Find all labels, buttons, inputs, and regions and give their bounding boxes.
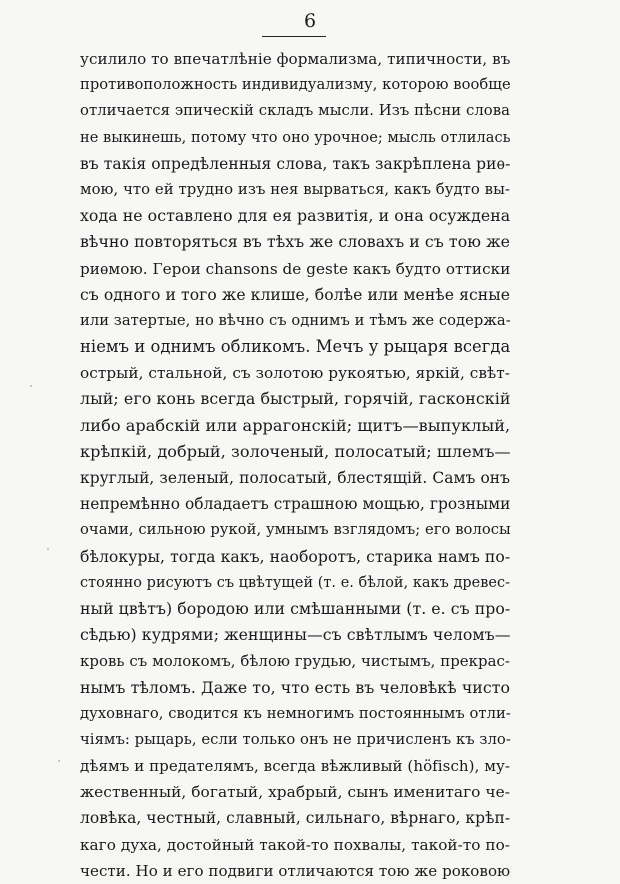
text-line: въ такія опредѣленныя слова, такъ закрѣплена риѳ-	[80, 154, 511, 173]
paper-speck	[47, 548, 49, 550]
text-line: усилило то впечатлѣніе формализма, типичности, въ	[80, 50, 511, 68]
text-line: стоянно рисуютъ съ цвѣтущей (т. е. бѣлой, какъ древес-	[80, 574, 510, 591]
text-line: кровь съ молокомъ, бѣлою грудью, чистымъ, прекрас-	[80, 652, 510, 671]
header-rule	[262, 36, 326, 37]
page-number: 6	[303, 10, 317, 32]
text-line: лый; его конь всегда быстрый, горячій, гасконскій	[80, 389, 511, 409]
text-line: круглый, зеленый, полосатый, блестящій. Самъ онъ	[80, 469, 510, 487]
text-line: каго духа, достойный такой-то похвалы, такой-то по-	[80, 835, 510, 854]
text-line: съ одного и того же клише, болѣе или менѣе ясные	[80, 285, 510, 304]
text-line: ніемъ и однимъ обликомъ. Мечъ у рыцаря всегда	[80, 337, 511, 357]
paper-speck	[58, 760, 60, 762]
text-line: дѣямъ и предателямъ, всегда вѣжливый (höfisch), му-	[80, 757, 511, 776]
body-text	[80, 46, 510, 884]
text-line: острый, стальной, съ золотою рукоятью, яркій, свѣт-	[80, 364, 510, 383]
text-line: духовнаго, сводится къ немногимъ постояннымъ отли-	[80, 704, 511, 722]
text-line: непремѣнно обладаетъ страшною мощью, грозными	[80, 495, 511, 514]
paper-speck	[30, 385, 32, 387]
text-line: чести. Но и его подвиги отличаются тою же роковою	[80, 861, 511, 880]
text-line: крѣпкій, добрый, золоченый, полосатый; шлемъ—	[80, 441, 511, 461]
text-line: бѣлокуры, тогда какъ, наоборотъ, старика намъ по-	[80, 546, 511, 566]
text-line: либо арабскій или аррагонскій; щитъ—выпуклый,	[80, 415, 511, 435]
text-line: противоположность индивидуализму, которою вообще	[80, 76, 511, 94]
text-line: ловѣка, честный, славный, сильнаго, вѣрнаго, крѣп-	[80, 809, 511, 828]
text-line: или затертые, но вѣчно съ однимъ и тѣмъ же содержа-	[80, 311, 511, 329]
text-line: чіямъ: рыцарь, если только онъ не причисленъ къ зло-	[80, 730, 511, 748]
text-line: хода не оставлено для ея развитія, и она осуждена	[80, 206, 511, 226]
text-line: нымъ тѣломъ. Даже то, что есть въ человѣкѣ чисто	[80, 677, 510, 697]
text-line: риѳмою. Герои chansons de geste какъ будто оттиски	[80, 259, 511, 278]
text-line: мою, что ей трудно изъ нея вырваться, какъ будто вы-	[80, 180, 510, 198]
text-line: жественный, богатый, храбрый, сынъ именитаго че-	[80, 783, 510, 802]
text-line: очами, сильною рукой, умнымъ взглядомъ; его волосы	[80, 521, 511, 539]
text-line: ный цвѣтъ) бородою или смѣшанными (т. е. съ про-	[80, 598, 511, 618]
text-line: не выкинешь, потому что оно урочное; мысль отлилась	[80, 129, 511, 146]
text-line: сѣдью) кудрями; женщины—съ свѣтлымъ челомъ—	[80, 625, 511, 645]
text-line: отличается эпическій складъ мысли. Изъ пѣсни слова	[80, 102, 510, 120]
text-line: вѣчно повторяться въ тѣхъ же словахъ и съ тою же	[80, 232, 510, 252]
